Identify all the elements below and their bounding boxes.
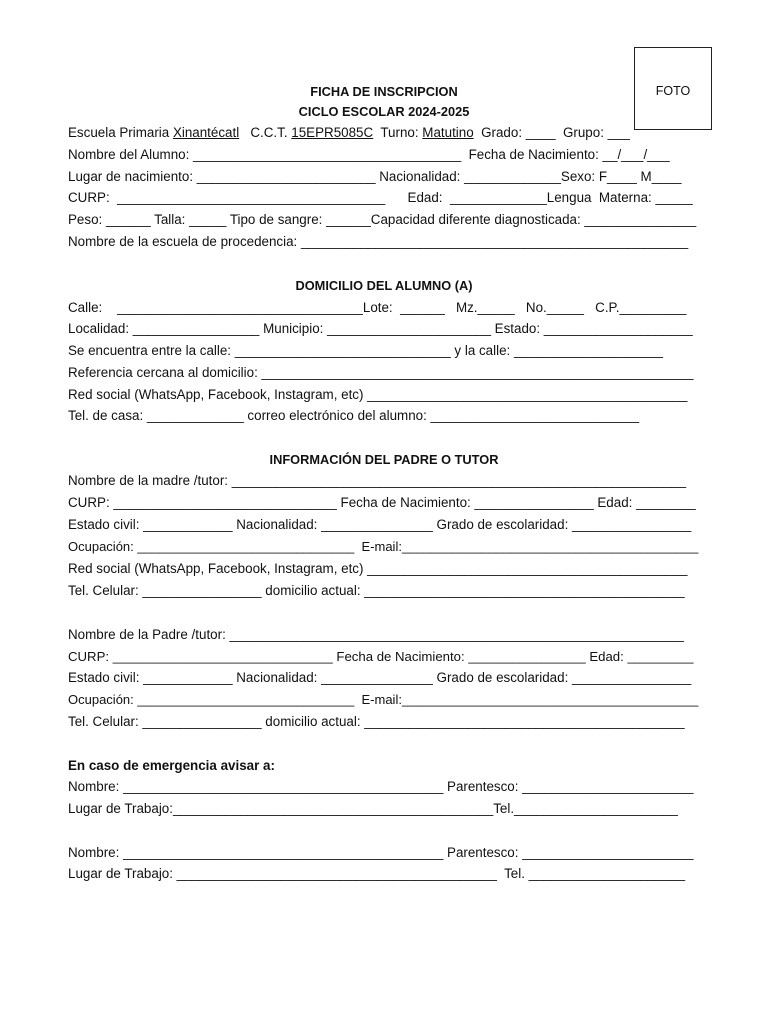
emergency-name-2-field[interactable]: Nombre: ___________________________________________ Parentesco: _______________________: [68, 845, 694, 860]
locality-field[interactable]: Localidad: _________________ Municipio: ______________________ Estado: ____________________: [68, 321, 693, 336]
father-occupation-field[interactable]: Ocupación: ______________________________ E-mail:_________________________________________: [68, 692, 699, 707]
turno-value: Matutino: [422, 125, 474, 140]
father-phone-field[interactable]: Tel. Celular: ________________ domicilio actual: ___________________________________________: [68, 714, 685, 729]
father-name-field[interactable]: Nombre de la Padre /tutor: _____________________________________________________________: [68, 627, 684, 642]
tutor-heading: INFORMACIÓN DEL PADRE O TUTOR: [269, 452, 499, 467]
form-subtitle: CICLO ESCOLAR 2024-2025: [298, 104, 470, 119]
between-streets-field[interactable]: Se encuentra entre la calle: _____________________________ y la calle: ____________________: [68, 343, 663, 358]
emergency-work-2-field[interactable]: Lugar de Trabajo: ___________________________________________ Tel. _____________________: [68, 866, 686, 881]
previous-school-field[interactable]: Nombre de la escuela de procedencia: ____________________________________________________: [68, 234, 689, 249]
emergency-work-1-field[interactable]: Lugar de Trabajo:___________________________________________Tel.______________________: [68, 801, 678, 816]
home-phone-field[interactable]: Tel. de casa: _____________ correo electrónico del alumno: ____________________________: [68, 408, 640, 423]
social-network-field[interactable]: Red social (WhatsApp, Facebook, Instagram, etc) ___________________________________________: [68, 387, 688, 402]
emergency-name-1-field[interactable]: Nombre: ___________________________________________ Parentesco: _______________________: [68, 779, 694, 794]
grado-grupo-fields: Grado: ____ Grupo: ___: [473, 125, 630, 140]
cct-label: C.C.T.: [239, 125, 292, 140]
health-field[interactable]: Peso: ______ Talla: _____ Tipo de sangre: ______Capacidad diferente diagnosticada: _______________: [68, 212, 697, 227]
mother-name-field[interactable]: Nombre de la madre /tutor: _____________________________________________________________: [68, 473, 687, 488]
school-name: Xinantécatl: [172, 125, 240, 140]
curp-field[interactable]: CURP: ____________________________________ Edad: _____________Lengua Materna: _____: [68, 190, 693, 205]
mother-social-field[interactable]: Red social (WhatsApp, Facebook, Instagram, etc) ___________________________________________: [68, 561, 688, 576]
emergency-heading: En caso de emergencia avisar a:: [68, 758, 275, 773]
mother-occupation-field[interactable]: Ocupación: ______________________________ E-mail:_________________________________________: [68, 539, 699, 554]
reference-field[interactable]: Referencia cercana al domicilio: __________________________________________________________: [68, 365, 694, 380]
photo-label: FOTO: [655, 84, 691, 98]
turno-label: Turno:: [373, 125, 423, 140]
cct-value: 15EPR5085C: [291, 125, 374, 140]
street-field[interactable]: Calle: _________________________________Lote: ______ Mz._____ No._____ C.P._________: [68, 300, 687, 315]
mother-phone-field[interactable]: Tel. Celular: ________________ domicilio actual: ___________________________________________: [68, 583, 685, 598]
school-line: [68, 124, 630, 141]
father-curp-field[interactable]: CURP: ______________________________ Fecha de Nacimiento: ________________ Edad: _________: [68, 649, 694, 664]
domicilio-heading: DOMICILIO DEL ALUMNO (A): [295, 278, 473, 293]
student-name-field[interactable]: Nombre del Alumno: ____________________________________ Fecha de Nacimiento: __/___/___: [68, 147, 670, 162]
form-title: FICHA DE INSCRIPCION: [310, 84, 458, 99]
birthplace-field[interactable]: Lugar de nacimiento: ________________________ Nacionalidad: _____________Sexo: F____ M____: [68, 169, 682, 184]
father-civil-status-field[interactable]: Estado civil: ____________ Nacionalidad: _______________ Grado de escolaridad: ________________: [68, 670, 692, 685]
school-label: Escuela Primaria: [68, 125, 173, 140]
mother-civil-status-field[interactable]: Estado civil: ____________ Nacionalidad: _______________ Grado de escolaridad: ________________: [68, 517, 692, 532]
mother-curp-field[interactable]: CURP: ______________________________ Fecha de Nacimiento: ________________ Edad: ________: [68, 495, 696, 510]
